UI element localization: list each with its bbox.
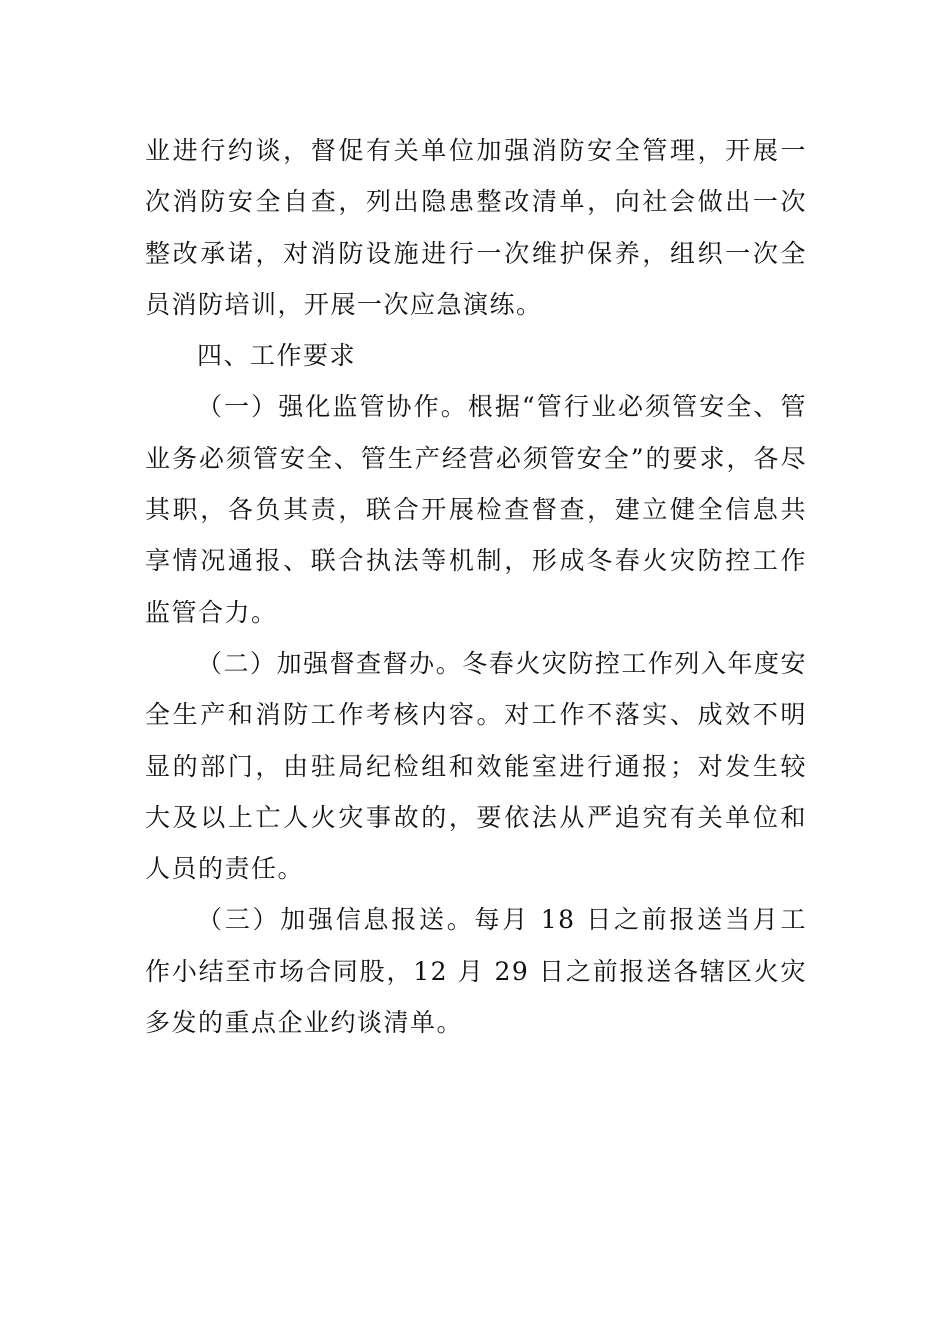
paragraph-continuation: 业进行约谈，督促有关单位加强消防安全管理，开展一次消防安全自查，列出隐患整改清单，向社会做出一次整改承诺，对消防设施进行一次维护保养，组织一次全员消防培训，开展一次应急演练。 [145,136,807,319]
section-heading-requirements: 四、工作要求 [197,341,357,371]
paragraph-item-3: （三）加强信息报送。每月 18 日之前报送当月工作小结至市场合同股，12 月 29 日之前报送各辖区火灾多发的重点企业约谈清单。 [145,905,807,1038]
paragraph-item-1: （一）强化监管协作。根据“管行业必须管安全、管业务必须管安全、管生产经营必须管安全”的要求，各尽其职，各负其责，联合开展检查督查，建立健全信息共享情况通报、联合执法等机制，形成冬春火灾防控工作监管合力。 [145,392,807,627]
paragraph-item-2: （二）加强督查督办。冬春火灾防控工作列入年度安全生产和消防工作考核内容。对工作不落实、成效不明显的部门，由驻局纪检组和效能室进行通报；对发生较大及以上亡人火灾事故的，要依法从严追究有关单位和人员的责任。 [145,648,807,884]
document-body [145,125,807,1048]
